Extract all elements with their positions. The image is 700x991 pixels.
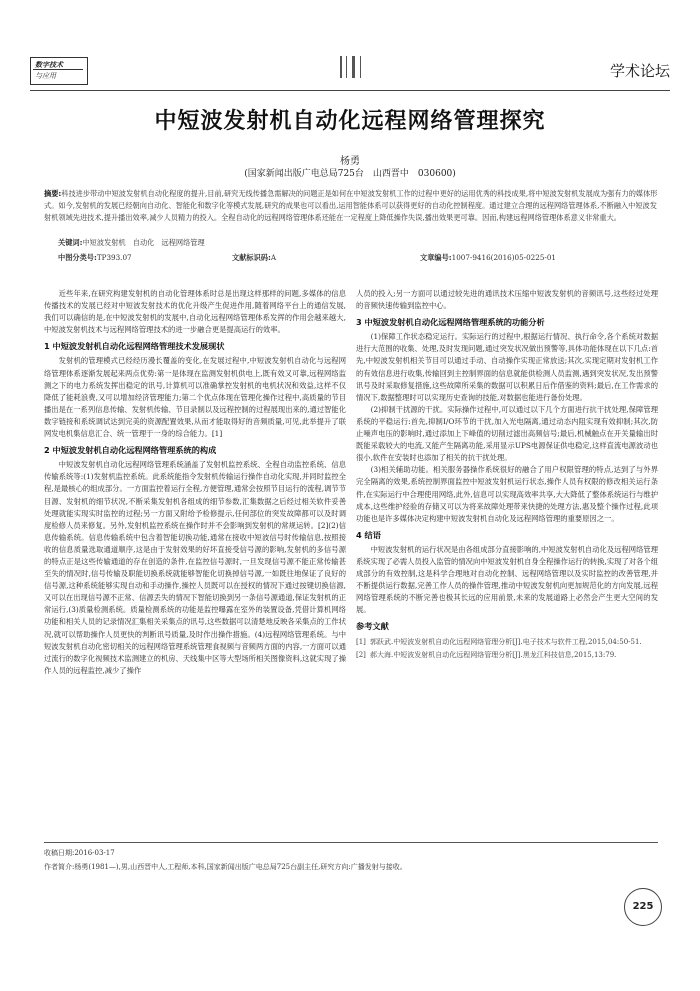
left-column — [44, 288, 346, 677]
section-2-continued: 人员的投入;另一方面可以通过较先进的通讯技术压缩中短波发射机的音频讯号,这些经过处理的音频快速传输到监控中心。 — [356, 289, 658, 311]
section-3-paragraph-2: (2)抑制干扰源的干扰。实际操作过程中,可以通过以下几个方面进行抗干扰处理,保障管理系统的平稳运行:首先,抑制I/O环节的干扰,加入光电隔离,通过动态内阻实现有效抑制;其次,防止噪声电压的影响时,通过添加上下峰值的切削过滤出高频信号;最后,机械触点在开关量输出时既能采载较大的电流,又能产生隔离功能,采用显示UPS电源保证供电稳定,这样直流电源波动也很小,软件在安装时也添加了相关的抗干扰处理。 — [356, 404, 658, 463]
abstract-text: 科技进步带动中短波发射机自动化程度的提升,目前,研究无线传播急需解决的问题正是如何在中短波发射机工作的过程中更好的运用优秀的科技成果,将中短波发射机发展成为强有力的媒体形式。如今,发射机的发展已经朝向自动化、智能化和数字化等模式发展,研究的成果也可以看出,运用智能体系可以获得更好的自动化控制程度。通过建立合理的远程网络管理体系,不断融入中短波发射机领域先进技术,提升播出效率,减少人员精力的投入。全程自动化的远程网络管理体系还能在一定程度上降低操作失误,播出效果更可靠。因而,构建远程网络管理体系意义非常重大。 — [44, 189, 658, 222]
header-decoration — [346, 56, 347, 78]
right-column — [356, 288, 658, 662]
document-code: 文献标识码:A — [232, 253, 277, 262]
abstract-label: 摘要: — [44, 189, 62, 198]
logo-line2: 与应用 — [35, 72, 56, 80]
affiliation: (国家新闻出版广电总局725台 山西晋中 030600) — [244, 169, 456, 179]
journal-logo — [30, 57, 88, 85]
page-number-badge — [624, 888, 662, 926]
header-decoration — [352, 56, 355, 78]
section-4-paragraph: 中短波发射机的运行状况是由各组成部分直接影响的,中短波发射机自动化及远程网络管理系统实现了必需人员投入监管的情况向中短波发射机自身全程操作运行的转换,实现了对各个组成部分的有效控制,这是科学合理地对自动化控制、远程网络管理以及实时监控的改善管理,并不断提供运行数据,完善工作人员的操作管理,推动中短波发射机向更加规范化的方向发展,远程网络管理系统的不断完善也极其长远的应用前景,未来的发展道路上必然会产生更大空间的发展。 — [356, 544, 658, 615]
article-title: 中短波发射机自动化远程网络管理探究 — [154, 109, 546, 134]
section-2-paragraph: 中短波发射机自动化远程网络管理系统涵盖了发射机监控系统、全程自动监控系统、信息传输系统等:(1)发射机监控系统。此系统能指令发射机传输运行操作自动化实现,并同时监控全程,是最核心的组成部分。一方面监控着运行全程,方便管理,通常会按照节目运行的流程,调节节目源、发射机的细节状况,不断采集发射机各组成的细节参数,汇集数据之后经过相关软件妥善处理就能实现实时监控的过程;另一方面又附给予检修提示,任何部位的突发故障都可以及时调度检修人员来修复。另外,发射机监控系统在操作时并不会影响到发射机的常规运转。[2](2)信息传输系统。信息传输系统中包含着智能切换功能,通常在接收中短波信号时传输信息,按照接收的信息质量选取通道顺序,这是由于发射效果的好坏直接受信号源的影响,发射机的多信号源的特点正是这些传输通道的存在创造的条件,在监控信号源时,一旦发现信号源不能正常传输甚至失的情况时,信号传输及职能切换系统就能够智能化切换掉信号源,一如既往地保证了良好的信号源,这种系统能够实现自动和手动操作,操控人员既可以在授权的情况下通过按键切换信源,又可以在出现信号源不正常、信源丢失的情况下智能切换到另一条信号源通道,保证发射机的正常运行,(3)质量检测系统。质量检测系统的功能是监控曝露在室外的装置设备,凭借计算机网络功能和相关人员的记录情况汇集相关采集点的讯号,这些数据可以清楚地反映各采集点的工作状况,就可以帮助操作人员更快的判断讯号质量,及时作出操作措施。(4)远程网络管理系统。与中短波发射机自动化密切相关的远程网络管理系统管理食视频与音频两方面的内容,一方面可以通过流行的数字化视频技术监测建立的机房、天线集中区等大型场所相关图像资料,这就实现了操作人员的远程监控,减少了操作 — [44, 460, 346, 675]
abstract — [44, 188, 658, 224]
reference-item: [2] 郝大海.中短波发射机自动化远程网络管理分析[J].黑龙江科技信息,2015,13:79. — [356, 650, 617, 659]
section-2-heading: 2 中短波发射机自动化远程网络管理系统的构成 — [44, 445, 217, 456]
reference-item: [1] 郭跃武.中短波发射机自动化远程网络管理分析[J].电子技术与软件工程,2015,04:50-51. — [356, 637, 642, 646]
author: 杨勇 — [340, 156, 360, 167]
keywords — [58, 238, 205, 248]
section-title: 学术论坛 — [609, 62, 670, 80]
header-decoration — [340, 56, 342, 78]
clc-number: 中图分类号:TP393.07 — [58, 253, 132, 262]
header-rule — [30, 90, 670, 91]
section-3-paragraph-3: (3)相关辅助功能。相关服务器操作系统很好的融合了用户权限管理的特点,达到了与外界完全隔离的效果,系统控制界面监控中短波发射机运行状态,操作人员有权限的修改相关运行条件,在实际运行中合理使用网络,此外,信息可以实现高效率共享,大大降低了整体系统运行与维护成本,这些维护经验的存储又可以为将来故障处理带来快捷的处理方法,惠及整个操作过程,此项功能也是许多媒体决定构建中短波发射机自动化及远程网络管理的重要原因之一。 — [356, 465, 658, 523]
article-number: 文章编号:1007-9416(2016)05-0225-01 — [420, 253, 556, 262]
footer-rule — [44, 842, 658, 843]
section-4-heading: 4 结语 — [356, 529, 381, 540]
keywords-label: 关键词: — [58, 238, 83, 247]
header-decoration — [360, 56, 361, 78]
page-number: 225 — [632, 901, 654, 912]
references-heading: 参考文献 — [356, 621, 389, 632]
logo-line1: 数字技术 — [35, 60, 63, 69]
section-1-heading: 1 中短波发射机自动化远程网络管理技术发展现状 — [44, 341, 225, 352]
section-1-paragraph: 发射机的管理模式已经经历漫长覆盖的变化,在发展过程中,中短波发射机自动化与远程网络管理体系逐渐发展起来两点优势:第一是体现在监测发射机供电上,既有效又可靠,远程网络监测之下的电力系统发挥出稳定的讯号,计算机可以准确掌控发射机的电机状况和效益,这样不仅降低了能耗浪费,又可以增加经济管理能力;第二个优点体现在管理化操作过程中,高质量的节目播出是在一系列信息传输、发射机传输、节目录制以及远程控制的过程展现出来的,通过智能化数字链接和系统调试达到完美的资源配置效果,从而才能取得好的音频质量,可见,此举提升了联网发电机集信息汇合、统一管理于一身的综合能力。[1] — [44, 356, 346, 439]
author-bio: 作者简介:杨勇(1981—),男,山西晋中人,工程师,本科,国家新闻出版广电总局725台副主任,研究方向:广播发射与接收。 — [44, 863, 407, 871]
keywords-text: 中短波发射机 自动化 远程网络管理 — [82, 238, 205, 247]
section-3-paragraph-1: (1)保障工作状态稳定运行。实际运行的过程中,根据运行情况、执行命令,各个系统对数据进行大范围的收集、处理,及时发现问题,通过突发状况做出预警等,具体功能体现在以下几点:首先,中短波发射机相关节目可以通过手动、自动操作实现正常放送;其次,实现定期对发射机工作的有效信息进行收集,传输回到主控制界面的信息就能供检测人员监测,遇到突发状况,发出预警讯号及时采取修复措施,这些故障所采集的数据可以积累日后作借鉴的资料;最后,在工作需求的情况下,数据整理时可以实现历史查询的技能,对数据也能进行备份处理。 — [356, 332, 658, 402]
intro-paragraph: 近些年来,在研究构建发射机的自动化管理体系时总是出现这样那样的问题,多媒体的信息传播技术的发展已经对中短波发射技术的优化升级产生促进作用,随着网络平台上的通信发展,我们可以确信的是,在中短波发射机的发展中,自动化远程网络管理体系发挥的作用会越来越大,中短波发射机技术与远程网络管理技术的进一步融合更是提高运行的效率。 — [44, 289, 346, 335]
received-date: 收稿日期:2016-03-17 — [44, 849, 115, 857]
section-3-heading: 3 中短波发射机自动化远程网络管理系统的功能分析 — [356, 317, 545, 328]
